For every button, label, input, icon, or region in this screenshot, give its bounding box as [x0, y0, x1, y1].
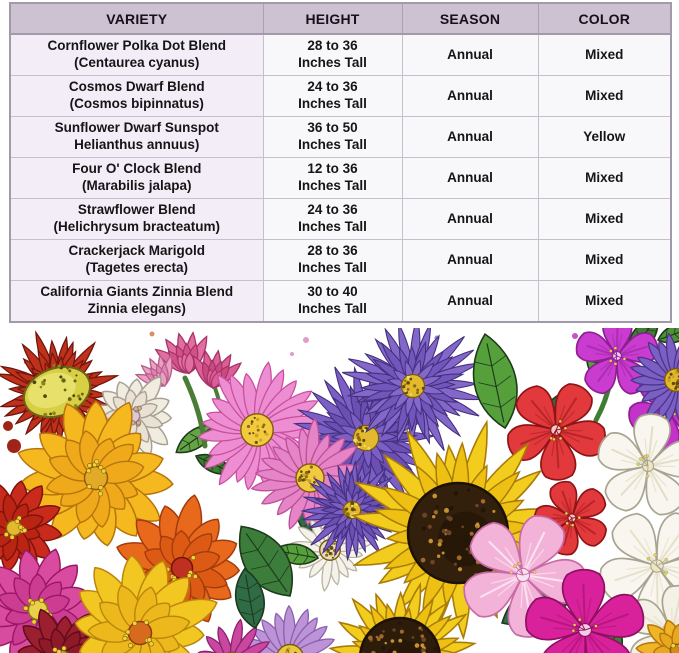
variety-name: California Giants Zinnia Blend	[15, 284, 259, 301]
col-header-color: COLOR	[538, 3, 671, 34]
variety-name: Strawflower Blend	[15, 202, 259, 219]
variety-name: Sunflower Dwarf Sunspot	[15, 120, 259, 137]
table-row	[10, 199, 671, 240]
page	[0, 2, 679, 653]
col-header-height: HEIGHT	[263, 3, 402, 34]
season-cell: Annual	[402, 76, 538, 117]
variety-cell	[10, 199, 263, 240]
variety-botanical: (Marabilis jalapa)	[15, 178, 259, 195]
color-cell: Mixed	[538, 158, 671, 199]
variety-name: Cornflower Polka Dot Blend	[15, 38, 259, 55]
height-unit: Inches Tall	[268, 96, 398, 113]
height-unit: Inches Tall	[268, 260, 398, 277]
color-cell: Yellow	[538, 117, 671, 158]
col-header-variety: VARIETY	[10, 3, 263, 34]
col-header-season: SEASON	[402, 3, 538, 34]
flower-collage-illustration	[0, 328, 679, 653]
color-cell: Mixed	[538, 281, 671, 323]
seed-variety-table	[9, 2, 672, 323]
height-unit: Inches Tall	[268, 178, 398, 195]
height-cell	[263, 240, 402, 281]
height-unit: Inches Tall	[268, 137, 398, 154]
variety-name: Crackerjack Marigold	[15, 243, 259, 260]
variety-botanical: Helianthus annuus)	[15, 137, 259, 154]
flower-collage-svg	[0, 328, 679, 653]
color-cell: Mixed	[538, 34, 671, 76]
season-cell: Annual	[402, 240, 538, 281]
color-cell: Mixed	[538, 240, 671, 281]
season-cell: Annual	[402, 117, 538, 158]
height-cell	[263, 117, 402, 158]
variety-cell	[10, 117, 263, 158]
variety-cell	[10, 76, 263, 117]
height-cell	[263, 158, 402, 199]
height-unit: Inches Tall	[268, 219, 398, 236]
height-unit: Inches Tall	[268, 301, 398, 318]
variety-cell	[10, 34, 263, 76]
height-range: 12 to 36	[268, 161, 398, 178]
variety-name: Four O' Clock Blend	[15, 161, 259, 178]
color-cell: Mixed	[538, 199, 671, 240]
variety-cell	[10, 281, 263, 323]
table-row	[10, 76, 671, 117]
variety-cell	[10, 158, 263, 199]
season-cell: Annual	[402, 281, 538, 323]
height-range: 30 to 40	[268, 284, 398, 301]
variety-botanical: (Tagetes erecta)	[15, 260, 259, 277]
season-cell: Annual	[402, 34, 538, 76]
table-row	[10, 117, 671, 158]
height-range: 24 to 36	[268, 79, 398, 96]
header-row	[10, 3, 671, 34]
variety-botanical: (Cosmos bipinnatus)	[15, 96, 259, 113]
table-row	[10, 158, 671, 199]
height-unit: Inches Tall	[268, 55, 398, 72]
height-range: 28 to 36	[268, 243, 398, 260]
height-range: 28 to 36	[268, 38, 398, 55]
height-range: 24 to 36	[268, 202, 398, 219]
height-range: 36 to 50	[268, 120, 398, 137]
variety-cell	[10, 240, 263, 281]
height-cell	[263, 281, 402, 323]
table-row	[10, 34, 671, 76]
variety-botanical: (Helichrysum bracteatum)	[15, 219, 259, 236]
variety-name: Cosmos Dwarf Blend	[15, 79, 259, 96]
height-cell	[263, 76, 402, 117]
variety-botanical: Zinnia elegans)	[15, 301, 259, 318]
table-row	[10, 281, 671, 323]
height-cell	[263, 34, 402, 76]
season-cell: Annual	[402, 199, 538, 240]
color-cell: Mixed	[538, 76, 671, 117]
season-cell: Annual	[402, 158, 538, 199]
table-row	[10, 240, 671, 281]
height-cell	[263, 199, 402, 240]
variety-botanical: (Centaurea cyanus)	[15, 55, 259, 72]
